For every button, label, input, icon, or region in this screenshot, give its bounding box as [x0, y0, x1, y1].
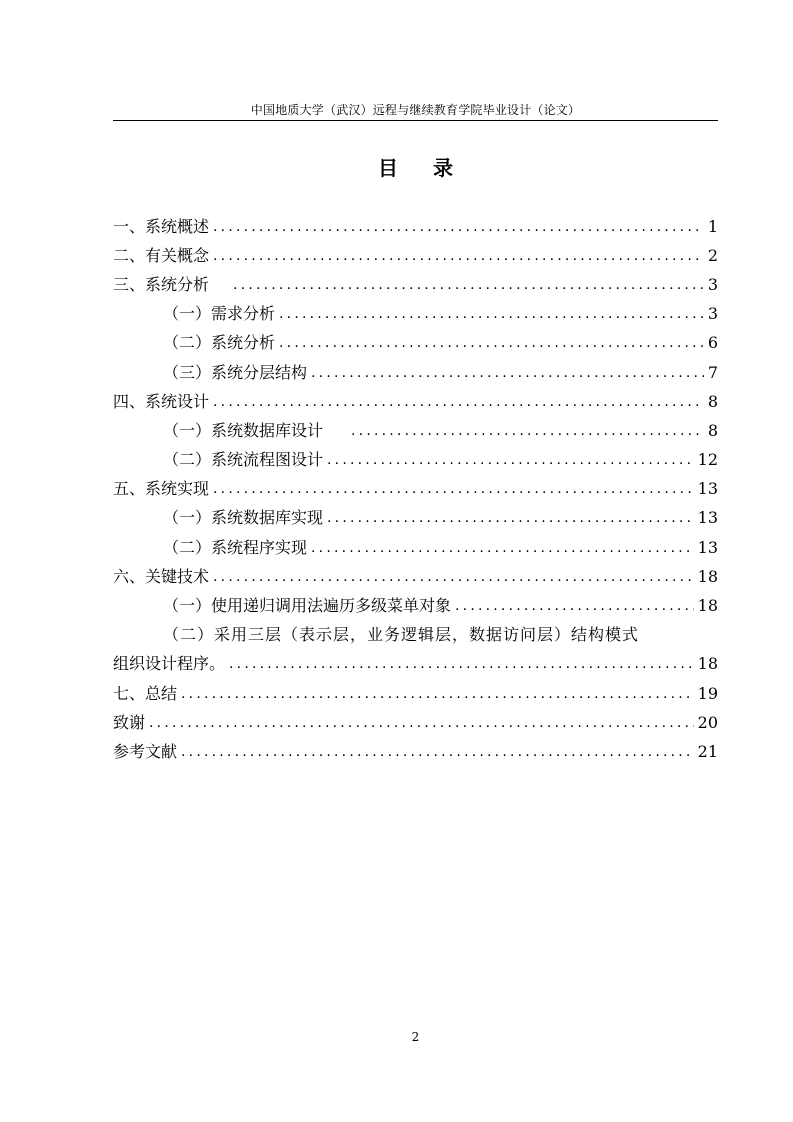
toc-entry[interactable]: [113, 387, 718, 416]
toc-entry-page: 18: [697, 654, 718, 674]
toc-entry-page: 18: [697, 596, 718, 616]
toc-title: 目 录: [378, 156, 467, 180]
toc-entry-page: 3: [707, 304, 718, 324]
toc-entry-label: （二）采用三层（表示层，业务逻辑层，数据访问层）结构模式: [163, 625, 640, 645]
toc-entry[interactable]: [113, 329, 718, 358]
toc-leader-dots: [213, 567, 694, 587]
toc-leader-dots: [311, 538, 694, 558]
toc-entry-page: 7: [707, 362, 718, 382]
toc-entry-label: 六、关键技术: [113, 566, 210, 586]
toc-entry[interactable]: [113, 241, 718, 270]
toc-entry-label: （二）系统流程图设计: [163, 450, 324, 470]
toc-entry-label: （一）系统数据库设计: [163, 420, 324, 440]
toc-entry-label: （一）系统数据库实现: [163, 508, 324, 528]
toc-leader-dots: [213, 246, 704, 266]
toc-entry-page: 18: [697, 566, 718, 586]
toc-entry-label: （一）需求分析: [163, 304, 276, 324]
toc-leader-dots: [181, 684, 694, 704]
toc-leader-dots: [181, 742, 694, 762]
toc-entry[interactable]: [113, 737, 718, 766]
toc-leader-dots: [213, 392, 704, 412]
toc-leader-dots: [327, 450, 694, 470]
toc-entry[interactable]: [113, 679, 718, 708]
toc-leader-dots: [233, 275, 704, 295]
toc-entry-label: （二）系统分析: [163, 333, 276, 353]
toc-entry[interactable]: [113, 358, 718, 387]
toc-entry-page: 19: [697, 683, 718, 703]
toc-entry-label: 三、系统分析: [113, 274, 210, 294]
toc-leader-dots: [279, 333, 704, 353]
toc-leader-dots: [213, 479, 694, 499]
toc-entry-page: 6: [707, 333, 718, 353]
toc-entry-page: 8: [707, 391, 718, 411]
toc-entry-label: 组织设计程序。: [113, 654, 226, 674]
toc-entry[interactable]: [113, 270, 718, 299]
toc-entry-wrapped-line2[interactable]: [113, 650, 718, 679]
toc-entry-label: （一）使用递归调用法遍历多级菜单对象: [163, 596, 452, 616]
toc-entry[interactable]: [113, 533, 718, 562]
toc-entry-page: 8: [707, 420, 718, 440]
toc-entry-label: 五、系统实现: [113, 479, 210, 499]
toc-entry-page: 21: [697, 741, 718, 761]
toc-leader-dots: [327, 508, 694, 528]
toc-entry-page: 13: [697, 479, 718, 499]
toc-leader-dots: [229, 654, 694, 674]
toc-entry-page: 12: [697, 450, 718, 470]
toc-entry-page: 20: [697, 712, 718, 732]
toc-entry-page: 1: [707, 216, 718, 236]
toc-entry-label: 四、系统设计: [113, 391, 210, 411]
toc-leader-dots: [149, 713, 694, 733]
toc-entry-label: 二、有关概念: [113, 245, 210, 265]
page-number: 2: [411, 1030, 420, 1044]
toc-entry[interactable]: [113, 300, 718, 329]
toc-entry[interactable]: [113, 591, 718, 620]
toc-entry-label: 一、系统概述: [113, 216, 210, 236]
toc-entry[interactable]: [113, 446, 718, 475]
toc-entry[interactable]: [113, 562, 718, 591]
toc-entry-label: （二）系统程序实现: [163, 537, 308, 557]
toc-entry-label: 致谢: [113, 712, 146, 732]
toc-leader-dots: [213, 217, 704, 237]
toc-entry-page: 13: [697, 537, 718, 557]
toc-entry-page: 3: [707, 274, 718, 294]
toc-leader-dots: [279, 304, 704, 324]
toc-entry-label: 七、总结: [113, 683, 178, 703]
toc-entry-page: 2: [707, 245, 718, 265]
header-rule: [113, 120, 718, 121]
toc-entry-label: （三）系统分层结构: [163, 362, 308, 382]
running-header: 中国地质大学（武汉）远程与继续教育学院毕业设计（论文）: [250, 103, 581, 117]
toc-entry[interactable]: [113, 475, 718, 504]
toc-entry-wrapped-line1[interactable]: [113, 621, 718, 650]
toc-entry[interactable]: [113, 504, 718, 533]
toc-entry-page: 13: [697, 508, 718, 528]
toc-leader-dots: [455, 596, 694, 616]
toc-entry-label: 参考文献: [113, 741, 178, 761]
toc-entry[interactable]: [113, 708, 718, 737]
table-of-contents: [113, 212, 718, 767]
toc-entry[interactable]: [113, 416, 718, 445]
toc-leader-dots: [351, 421, 704, 441]
toc-entry[interactable]: [113, 212, 718, 241]
toc-leader-dots: [311, 363, 704, 383]
